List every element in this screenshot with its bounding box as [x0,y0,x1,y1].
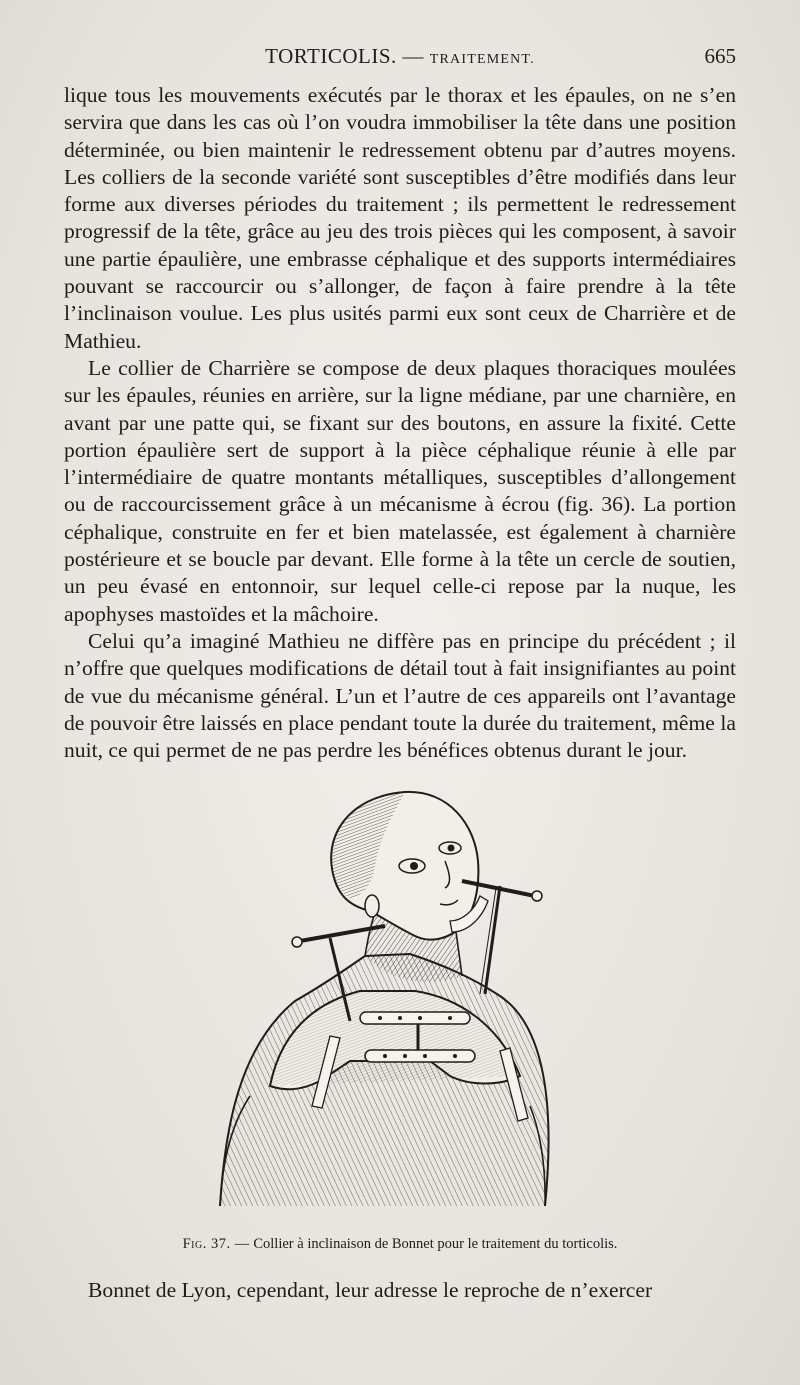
paragraph-3: Celui qu’a imaginé Mathieu ne diffère pas en principe du précédent ; il n’offre que quelques modifications de détail tout à fait insignifiantes au point de vue du mécanisme général. L’un et l’autre de ces appareils ont l’avantage de pouvoir être laissés en place pendant toute la durée du traitement, même la nuit, ce qui permet de ne pas perdre les bénéfices obtenus durant le jour. [64,628,736,763]
figure-caption-text: Collier à inclinaison de Bonnet pour le traitement du torticolis. [253,1236,618,1252]
figure-caption [64,1236,736,1253]
paragraph-4: Bonnet de Lyon, cependant, leur adresse le reproche de n’exercer [88,1278,653,1302]
running-head-subtitle: TRAITEMENT. [429,52,535,67]
figure-illustration [200,786,570,1226]
body-text-continued [64,1277,736,1304]
collar-engraving [200,786,570,1226]
running-head [64,44,736,69]
page-number: 665 [704,44,736,68]
page-header [64,42,736,72]
running-head-title: TORTICOLIS. — [265,44,424,68]
paragraph-2: Le collier de Charrière se compose de deux plaques thoraciques moulées sur les épaules, réunies en arrière, sur la ligne médiane, par une charnière, en avant par une patte qui, se fixant sur des boutons, en assure la fixité. Cette portion épaulière sert de support à la pièce céphalique réunie à elle par l’intermédiaire de quatre montants métalliques, susceptibles d’allongement ou de raccourcissement grâce à un mécanisme à écrou (fig. 36). La portion céphalique, construite en fer et bien matelassée, est également à charnière postérieure et se boucle par devant. Elle forme à la tête un cercle de soutien, un peu évasé en entonnoir, sur lequel celle-ci repose par la nuque, les apophyses mastoïdes et la mâchoire. [64,355,736,626]
paragraph-1: lique tous les mouvements exécutés par le thorax et les épaules, on ne s’en servira que dans les cas où l’on voudra immobiliser la tête dans une position déterminée, ou bien maintenir le redressement obtenu par d’autres moyens. Les colliers de la seconde variété sont susceptibles d’être modifiés dans leur forme aux diverses périodes du traitement ; ils permettent le redressement progressif de la tête, grâce au jeu des trois pièces qui les composent, à savoir une partie épaulière, une embrasse céphalique et des supports intermédiaires pouvant se raccourcir ou s’allonger, de façon à faire prendre à la tête l’inclinaison voulue. Les plus usités parmi eux sont ceux de Charrière et de Mathieu. [64,83,736,353]
body-text [64,82,736,764]
figure-label: Fig. 37. — [182,1236,250,1252]
